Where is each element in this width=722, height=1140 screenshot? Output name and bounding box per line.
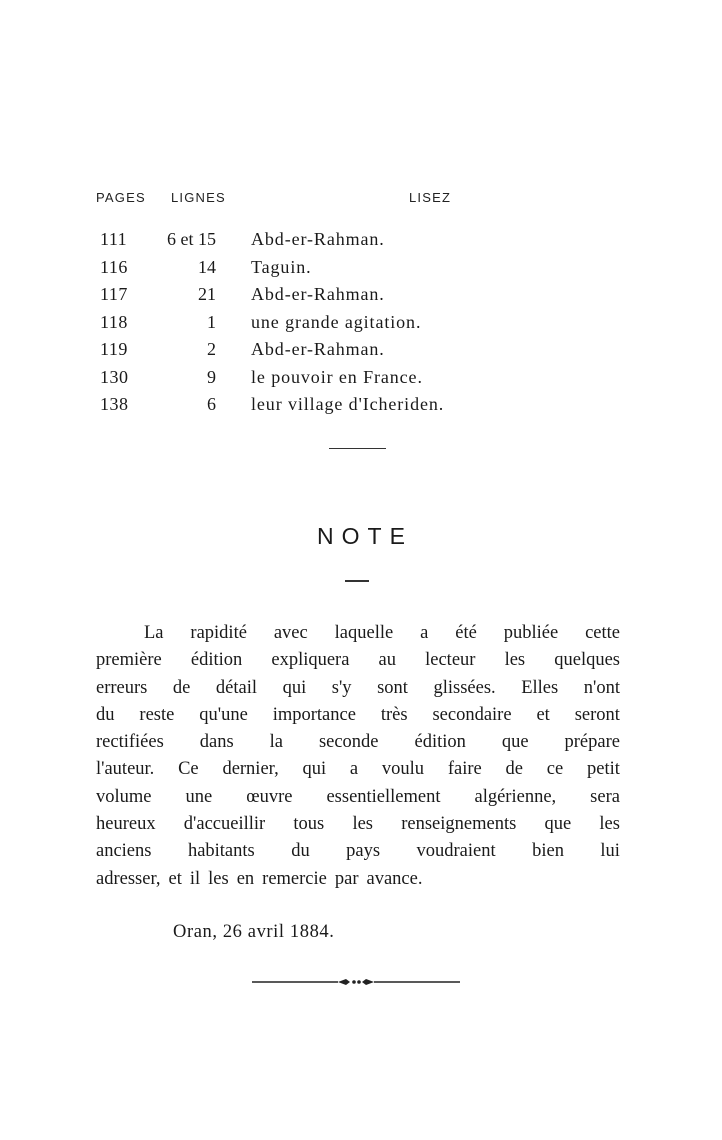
errata-ligne: 6 [207, 394, 216, 414]
errata-page: 118 [100, 311, 128, 332]
errata-ligne: 2 [207, 339, 216, 359]
errata-page: 111 [100, 229, 128, 249]
note-line: erreurs de détail qui s'y sont glissées. Elles n'ont [96, 677, 620, 698]
errata-header-lignes: LIGNES [171, 190, 226, 205]
errata-row [100, 336, 520, 364]
title-underline [345, 580, 369, 582]
note-line: volume une œuvre essentiellement algérienne, sera [96, 786, 620, 807]
errata-page: 130 [100, 366, 129, 387]
errata-header-pages: PAGES [96, 190, 146, 205]
errata-lisez: une grande agitation. [251, 311, 422, 332]
errata-ligne: 14 [198, 256, 216, 277]
errata-page: 119 [100, 339, 128, 359]
errata-page: 117 [100, 284, 128, 304]
note-line: première édition expliquera au lecteur les quelques [96, 650, 620, 671]
note-line: anciens habitants du pays voudraient bien lui [96, 841, 620, 862]
note-signature: Oran, 26 avril 1884. [173, 922, 335, 942]
errata-page: 116 [100, 256, 128, 277]
note-line: rectifiées dans la seconde édition que prépare [96, 732, 620, 753]
section-divider [329, 448, 386, 449]
errata-row [100, 254, 520, 282]
errata-lisez: le pouvoir en France. [251, 366, 423, 387]
ornament-divider [252, 974, 460, 990]
note-line: heureux d'accueillir tous les renseignements que les [96, 814, 620, 835]
errata-header [96, 190, 496, 210]
errata-lisez: Taguin. [251, 256, 312, 277]
errata-lisez: leur village d'Icheriden. [251, 394, 445, 414]
note-paragraph [96, 620, 620, 893]
note-line: du reste qu'une importance très secondaire et seront [96, 704, 620, 725]
note-title: NOTE [317, 523, 413, 549]
errata-row [100, 309, 520, 337]
errata-ligne: 6 et 15 [167, 229, 216, 249]
errata-lisez: Abd-er-Rahman. [251, 229, 385, 249]
note-line: l'auteur. Ce dernier, qui a voulu faire de ce petit [96, 759, 620, 780]
errata-ligne: 1 [207, 311, 216, 332]
errata-row [100, 391, 520, 419]
errata-lisez: Abd-er-Rahman. [251, 284, 385, 304]
note-line: La rapidité avec laquelle a été publiée cette [144, 623, 620, 643]
errata-page: 138 [100, 394, 129, 414]
errata-ligne: 21 [198, 284, 216, 304]
errata-row [100, 364, 520, 392]
errata-lisez: Abd-er-Rahman. [251, 339, 385, 359]
errata-header-lisez: LISEZ [409, 190, 452, 205]
errata-row [100, 281, 520, 309]
errata-table [100, 226, 520, 419]
errata-row [100, 226, 520, 254]
note-line: adresser, et il les en remercie par avance. [96, 868, 423, 889]
errata-ligne: 9 [207, 366, 216, 387]
